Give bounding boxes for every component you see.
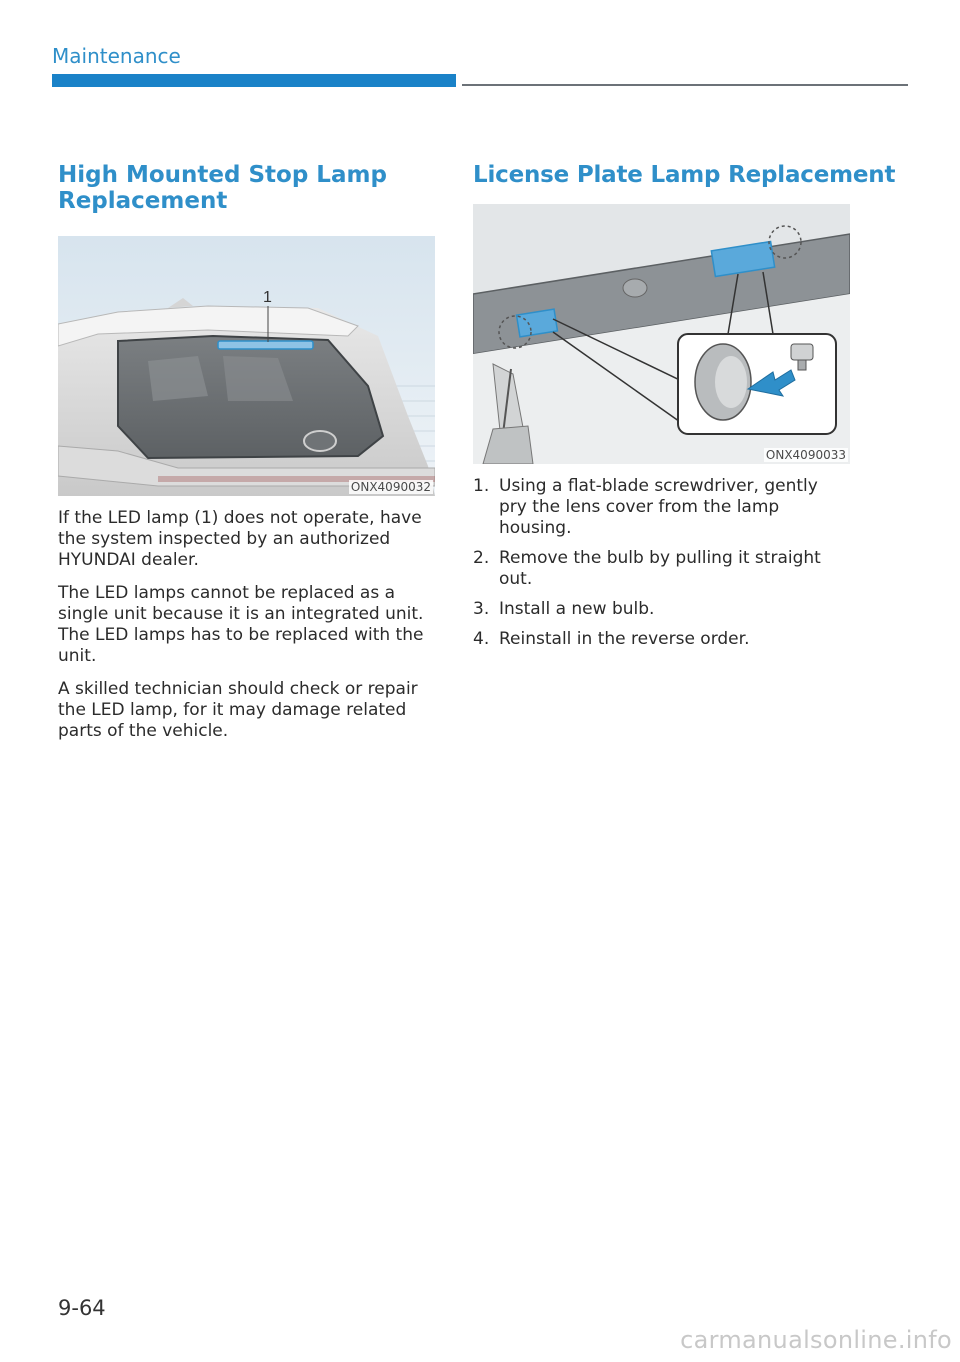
step-number: 2.: [473, 548, 490, 568]
step-number: 1.: [473, 476, 490, 496]
stop-lamp-paragraph-2: The LED lamps cannot be replaced as a single unit because it is an integrated unit. The LED lamps has to be replaced with the unit.: [58, 583, 424, 666]
license-lamp-heading: License Plate Lamp Replacement: [473, 162, 896, 188]
step-item: [473, 548, 851, 590]
header-rule-accent: [52, 74, 456, 87]
replacement-steps: [473, 476, 851, 650]
stop-lamp-paragraph-1: If the LED lamp (1) does not operate, have the system inspected by an authorized HYUNDAI dealer.: [58, 508, 422, 570]
step-number: 4.: [473, 629, 490, 649]
step-number: 3.: [473, 599, 490, 619]
step-text: Remove the bulb by pulling it straight out.: [499, 548, 821, 589]
step-text: Install a new bulb.: [499, 599, 655, 619]
stop-lamp-heading: [58, 162, 436, 214]
stop-lamp-heading-line2: Replacement: [58, 188, 228, 214]
step-text: Reinstall in the reverse order.: [499, 629, 750, 649]
license-lamp-figure-code: ONX4090033: [765, 448, 846, 462]
license-lamp-figure: [473, 204, 850, 464]
step-item: [473, 629, 851, 650]
header-rule-line: [462, 84, 908, 86]
step-item: [473, 476, 851, 539]
stop-lamp-figure-code: ONX4090032: [350, 480, 431, 494]
license-lamp-illustration: [473, 204, 850, 464]
watermark: carmanualsonline.info: [680, 1326, 952, 1354]
section-title: Maintenance: [52, 44, 181, 68]
rear-hatch-illustration: [58, 236, 435, 496]
stop-lamp-figure: [58, 236, 435, 496]
license-lamp-section: [473, 156, 896, 659]
stop-lamp-section: [58, 156, 436, 742]
stop-lamp-callout: 1: [263, 289, 272, 306]
page-number: 9-64: [58, 1296, 106, 1320]
step-item: [473, 599, 851, 620]
stop-lamp-heading-line1: High Mounted Stop Lamp: [58, 162, 387, 188]
stop-lamp-paragraph-3: A skilled technician should check or repair the LED lamp, for it may damage related parts of the vehicle.: [58, 679, 418, 741]
step-text: Using a flat-blade screwdriver, gently pry the lens cover from the lamp housing.: [499, 476, 818, 538]
